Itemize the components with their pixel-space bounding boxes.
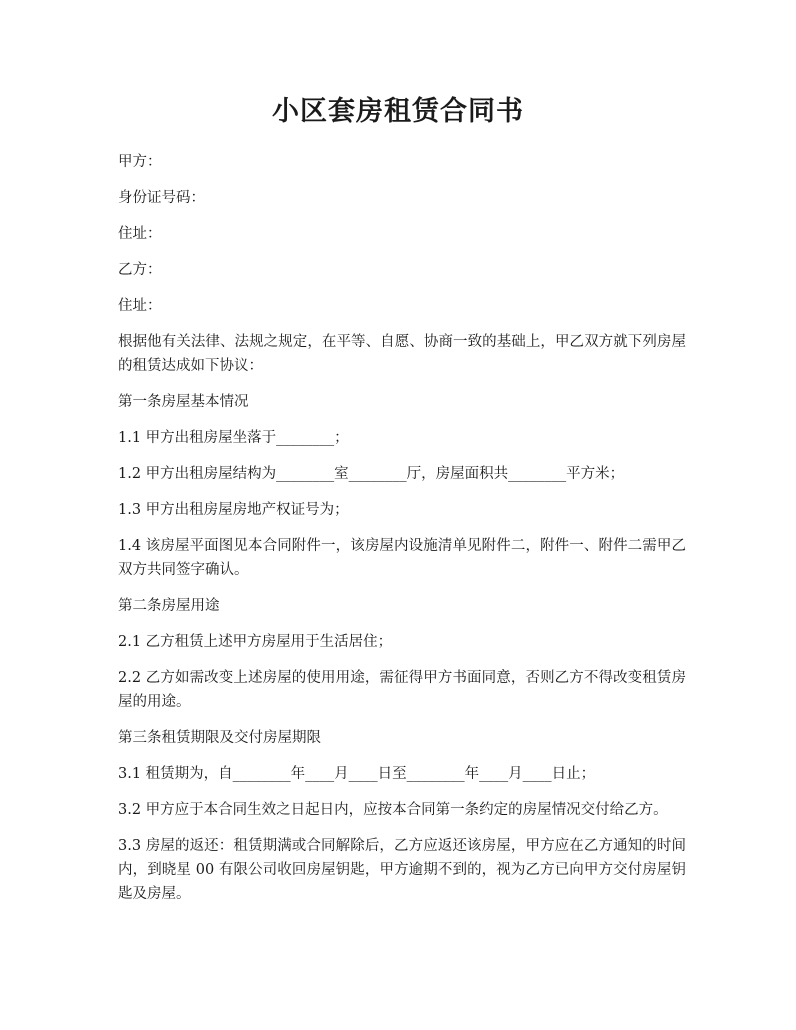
clause-3-3: 3.3 房屋的返还：租赁期满或合同解除后，乙方应返还该房屋，甲方应在乙方通知的时间内，到晓星 00 有限公司收回房屋钥匙，甲方逾期不到的，视为乙方已向甲方交付房屋钥匙及房屋。	[118, 838, 686, 902]
party-b-label: 乙方：	[118, 262, 162, 278]
clause-1-2: 1.2 甲方出租房屋结构为________室________厅，房屋面积共________平方米；	[118, 466, 625, 482]
party-a-address-label: 住址：	[118, 226, 162, 242]
clause-2-2: 2.2 乙方如需改变上述房屋的使用用途，需征得甲方书面同意，否则乙方不得改变租赁房屋的用途。	[118, 670, 686, 710]
party-a-label: 甲方：	[118, 154, 162, 170]
clause-2-1: 2.1 乙方租赁上述甲方房屋用于生活居住；	[118, 634, 393, 650]
preamble-paragraph: 根据他有关法律、法规之规定，在平等、自愿、协商一致的基础上，甲乙双方就下列房屋的租赁达成如下协议：	[118, 334, 686, 374]
clause-1-4: 1.4 该房屋平面图见本合同附件一，该房屋内设施清单见附件二，附件一、附件二需甲乙双方共同签字确认。	[118, 538, 686, 578]
id-number-label: 身份证号码：	[118, 190, 205, 206]
clause-1-1: 1.1 甲方出租房屋坐落于________；	[118, 430, 349, 446]
document-title: 小区套房租赁合同书	[272, 96, 524, 127]
clause-3-1: 3.1 租赁期为，自________年____月____日至________年____月____日止；	[118, 766, 596, 782]
article-2-heading: 第二条房屋用途	[118, 598, 220, 614]
party-b-address-label: 住址：	[118, 298, 162, 314]
article-1-heading: 第一条房屋基本情况	[118, 394, 249, 410]
clause-3-2: 3.2 甲方应于本合同生效之日起日内，应按本合同第一条约定的房屋情况交付给乙方。	[118, 802, 668, 818]
article-3-heading: 第三条租赁期限及交付房屋期限	[118, 730, 321, 746]
clause-1-3: 1.3 甲方出租房屋房地产权证号为；	[118, 502, 349, 518]
document-body	[118, 150, 686, 918]
